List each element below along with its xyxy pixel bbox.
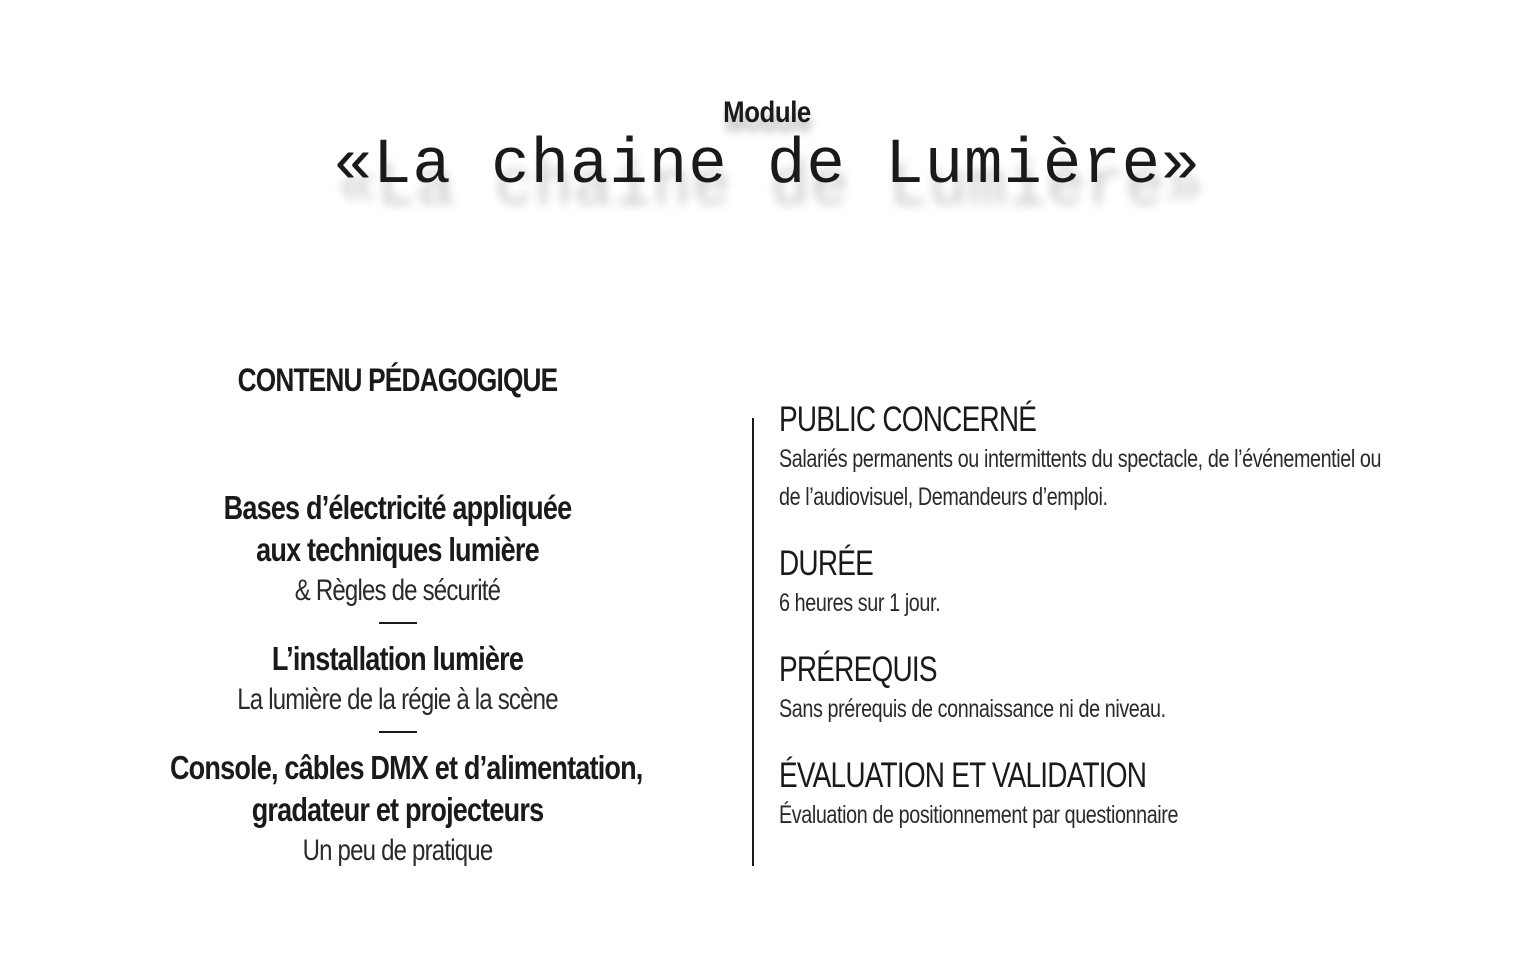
info-text-line: 6 heures sur 1 jour.	[779, 589, 941, 617]
info-text-line: Salariés permanents ou intermittents du spectacle, de l’événementiel ou	[779, 445, 1382, 473]
content-title-line: gradateur et projecteurs	[251, 791, 544, 828]
separator-line	[379, 731, 417, 733]
separator-line	[379, 622, 417, 624]
info-text-line: Sans prérequis de connaissance ni de niveau.	[779, 695, 1166, 723]
vertical-divider	[752, 418, 754, 866]
info-text-line: de l’audiovisuel, Demandeurs d’emploi.	[779, 483, 1108, 511]
info-label: PUBLIC CONCERNÉ	[779, 400, 1037, 439]
content-title-line: Bases d’électricité appliquée	[223, 489, 572, 526]
pedagogical-content-section	[120, 362, 675, 871]
info-block-duree	[779, 544, 1479, 622]
content-block-installation	[120, 638, 675, 720]
info-text-line: Évaluation de positionnement par questionnaire	[779, 801, 1179, 829]
section-heading-contenu: CONTENU PÉDAGOGIQUE	[237, 362, 558, 398]
content-subtitle: La lumière de la régie à la scène	[237, 683, 558, 716]
content-title-line: aux techniques lumière	[256, 531, 539, 568]
page-header	[0, 96, 1534, 202]
content-block-console	[120, 747, 675, 871]
info-block-prerequis	[779, 650, 1479, 728]
content-block-electricity	[120, 487, 675, 611]
info-label: ÉVALUATION ET VALIDATION	[779, 756, 1147, 795]
content-subtitle: & Règles de sécurité	[294, 574, 501, 607]
module-label: Module	[723, 96, 811, 129]
course-info-section	[779, 400, 1479, 862]
page-title: «La chaine de Lumière»	[333, 130, 1201, 202]
content-subtitle: Un peu de pratique	[302, 834, 493, 867]
content-title-line: L’installation lumière	[271, 640, 524, 677]
content-title-line: Console, câbles DMX et d’alimentation,	[169, 749, 643, 786]
info-block-evaluation	[779, 756, 1479, 834]
info-label: DURÉE	[779, 544, 874, 583]
info-block-public	[779, 400, 1479, 516]
info-label: PRÉREQUIS	[779, 650, 937, 689]
